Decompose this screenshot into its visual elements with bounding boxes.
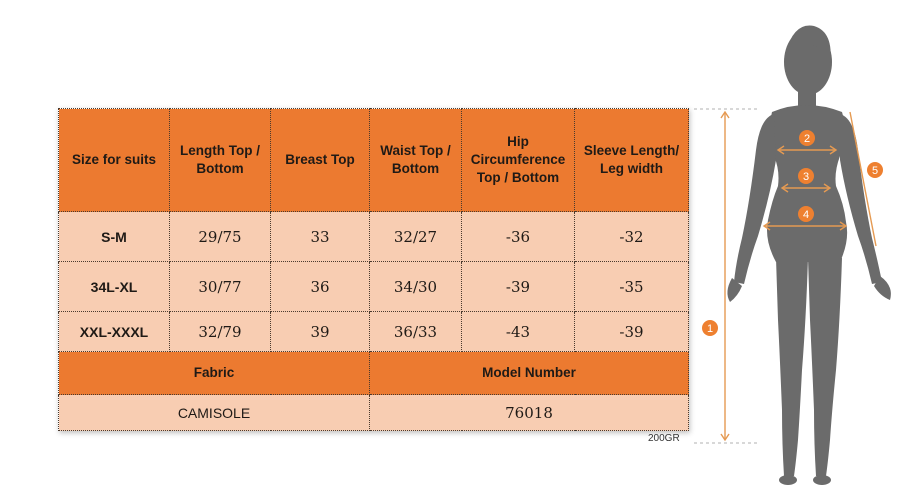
sleeve-cell: -39: [575, 312, 689, 352]
hip-cell: -39: [462, 262, 575, 312]
length-cell: 29/75: [170, 212, 271, 262]
header-length: Length Top / Bottom: [170, 109, 271, 212]
table-row: [59, 212, 689, 262]
silhouette-illustration: [690, 0, 900, 492]
fabric-value: CAMISOLE: [59, 395, 370, 431]
length-cell: 32/79: [170, 312, 271, 352]
marker-2-label: 2: [803, 133, 811, 145]
header-waist: Waist Top / Bottom: [370, 109, 462, 212]
sleeve-cell: -35: [575, 262, 689, 312]
size-cell: 34L-XL: [59, 262, 170, 312]
breast-cell: 39: [271, 312, 370, 352]
size-cell: S-M: [59, 212, 170, 262]
marker-3-label: 3: [802, 171, 810, 183]
marker-4-label: 4: [802, 209, 810, 221]
header-size: Size for suits: [59, 109, 170, 212]
header-breast: Breast Top: [271, 109, 370, 212]
hip-cell: -36: [462, 212, 575, 262]
waist-cell: 36/33: [370, 312, 462, 352]
model-number-header: Model Number: [370, 352, 689, 395]
marker-5-label: 5: [871, 165, 879, 177]
header-sleeve: Sleeve Length/ Leg width: [575, 109, 689, 212]
silhouette-icon: [727, 26, 890, 485]
size-chart-table: [58, 108, 689, 431]
table-row: [59, 262, 689, 312]
hip-cell: -43: [462, 312, 575, 352]
breast-cell: 33: [271, 212, 370, 262]
length-cell: 30/77: [170, 262, 271, 312]
breast-cell: 36: [271, 262, 370, 312]
marker-1-label: 1: [706, 323, 714, 335]
table-row: [59, 312, 689, 352]
header-hip: Hip Circumference Top / Bottom: [462, 109, 575, 212]
sleeve-cell: -32: [575, 212, 689, 262]
waist-cell: 32/27: [370, 212, 462, 262]
weight-note: 200GR: [648, 433, 680, 444]
size-cell: XXL-XXXL: [59, 312, 170, 352]
fabric-header: Fabric: [59, 352, 370, 395]
waist-cell: 34/30: [370, 262, 462, 312]
body-measurement-figure: [690, 0, 900, 492]
model-number-value: 76018: [370, 395, 689, 431]
